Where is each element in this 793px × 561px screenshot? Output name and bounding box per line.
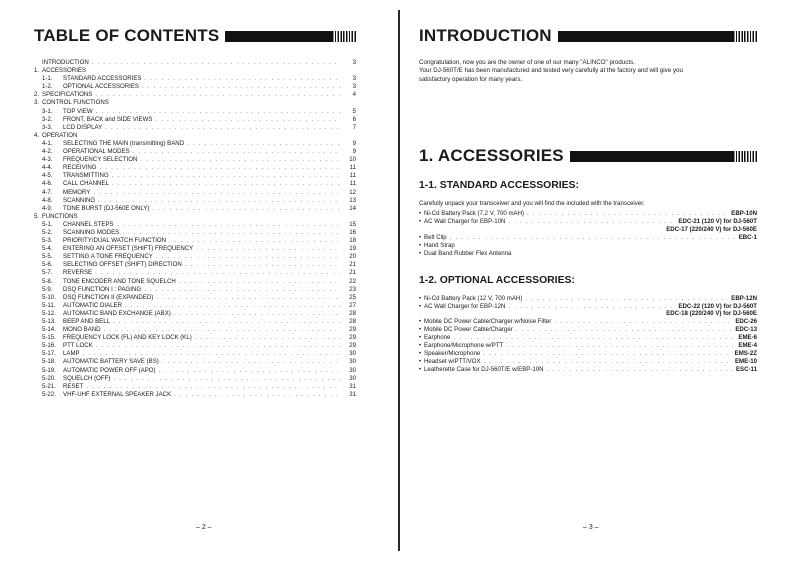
toc-entry-label: SCANNING MODES bbox=[63, 228, 120, 236]
toc-entry-page: 7 bbox=[352, 123, 356, 131]
toc-entry-label: FRONT, BACK and SIDE VIEWS bbox=[63, 115, 153, 123]
toc-entry-number: 5. bbox=[34, 212, 40, 220]
toc-entry-number: 5-21. bbox=[42, 382, 56, 390]
toc-leader-dots bbox=[144, 75, 341, 83]
accessory-code: EDC-21 (120 V) for DJ-560T bbox=[678, 218, 757, 226]
toc-entry-page: 9 bbox=[352, 139, 356, 147]
toc-entry-number: 5-1. bbox=[42, 220, 53, 228]
toc-entry-label: CALL CHANNEL bbox=[63, 180, 109, 188]
toc-leader-dots bbox=[125, 302, 341, 310]
toc-leader-dots bbox=[96, 108, 341, 116]
toc-entry-label: AUTOMATIC DIALER bbox=[63, 301, 123, 309]
accessory-label: Earphone/Microphone w/PTT bbox=[424, 342, 504, 350]
toc-entry bbox=[34, 237, 356, 245]
toc-leader-dots bbox=[144, 286, 341, 294]
toc-entry-page: 13 bbox=[349, 196, 356, 204]
leader-dots bbox=[527, 210, 728, 218]
toc-entry-label: FREQUENCY LOCK (FL) AND KEY LOCK (KL) bbox=[63, 334, 192, 342]
toc-entry-label: TOP VIEW bbox=[63, 107, 93, 115]
toc-entry-label: AUTOMATIC BAND EXCHANGE (ABX) bbox=[63, 309, 171, 317]
toc-entry-page: 30 bbox=[349, 374, 356, 382]
toc-leader-dots bbox=[92, 59, 341, 67]
accessory-code: EBP-12N bbox=[731, 294, 757, 302]
page-number-left: – 2 – bbox=[196, 524, 212, 531]
toc-entry bbox=[34, 99, 356, 107]
leader-dots bbox=[453, 334, 735, 342]
toc-entry-label: SPECIFICATIONS bbox=[42, 91, 93, 99]
toc-entry-label: ENTERING AN OFFSET (SHIFT) FREQUENCY bbox=[63, 245, 194, 253]
toc-entry-page: 3 bbox=[352, 83, 356, 91]
toc-entry-number: 5-14. bbox=[42, 326, 56, 334]
toc-entry-label: MONO BAND bbox=[63, 326, 101, 334]
toc-entry bbox=[34, 59, 356, 67]
toc-entry bbox=[34, 116, 356, 124]
toc-entry-page: 29 bbox=[349, 326, 356, 334]
page-number-right: – 3 – bbox=[583, 524, 599, 531]
bullet-icon: • bbox=[419, 241, 422, 249]
accessory-code: EME-4 bbox=[738, 342, 757, 350]
toc-entry bbox=[34, 108, 356, 116]
toc-entry-label: PRIORITY/DUAL WATCH FUNCTION bbox=[63, 237, 167, 245]
accessory-item bbox=[419, 303, 757, 311]
toc-entry bbox=[34, 140, 356, 148]
toc-leader-dots bbox=[156, 253, 341, 261]
toc-entry-label: FUNCTIONS bbox=[42, 212, 78, 220]
accessory-item bbox=[419, 366, 757, 374]
toc-entry-page: 31 bbox=[349, 390, 356, 398]
accessory-item bbox=[419, 326, 757, 334]
accessory-label: Dual Band Rubber Flex Antenna bbox=[424, 249, 512, 257]
leader-dots bbox=[525, 295, 728, 303]
bullet-icon: • bbox=[419, 210, 422, 218]
toc-entry-page: 23 bbox=[349, 285, 356, 293]
leader-dots bbox=[508, 218, 675, 226]
toc-entry-number: 5-13. bbox=[42, 318, 56, 325]
toc-entry bbox=[34, 132, 356, 140]
toc-entry-page: 18 bbox=[349, 237, 356, 245]
accessory-code-alt: EDC-17 (220/240 V) for DJ-560E bbox=[666, 226, 757, 234]
optional-accessories-title: 1-2. OPTIONAL ACCESSORIES: bbox=[419, 274, 575, 286]
accessory-item bbox=[419, 210, 757, 218]
toc-entry-label: REVERSE bbox=[63, 269, 93, 277]
toc-entry-page: 10 bbox=[349, 156, 356, 164]
toc-entry-number: 1. bbox=[34, 67, 40, 75]
toc-entry-label: BEEP AND BELL bbox=[63, 318, 110, 325]
accessory-code: EDC-26 bbox=[735, 318, 757, 326]
leader-dots bbox=[508, 303, 675, 311]
toc-entry-label: LCD DISPLAY bbox=[63, 123, 103, 131]
toc-entry-number: 2. bbox=[34, 91, 40, 99]
toc-entry-number: 5-11. bbox=[42, 301, 56, 309]
accessory-label: Earphone bbox=[424, 334, 451, 342]
toc-entry bbox=[34, 367, 356, 375]
toc-entry-page: 29 bbox=[349, 334, 356, 342]
accessory-label: AC Wall Charger for EBP-10N bbox=[424, 218, 506, 226]
accessory-label: Mobile DC Power Cable/Charger w/Noise Filter bbox=[424, 318, 552, 326]
toc-entry-page: 21 bbox=[349, 269, 356, 277]
toc-leader-dots bbox=[112, 180, 341, 188]
toc-entry-label: STANDARD ACCESSORIES bbox=[63, 75, 142, 83]
toc-leader-dots bbox=[169, 237, 341, 245]
optional-accessories-list bbox=[419, 295, 757, 374]
toc-entry-page: 29 bbox=[349, 342, 356, 350]
accessory-item bbox=[419, 242, 757, 250]
toc-entry-page: 19 bbox=[349, 245, 356, 253]
right-page bbox=[403, 0, 793, 561]
toc-leader-dots bbox=[174, 391, 341, 399]
toc-entry-number: 4-6. bbox=[42, 180, 53, 188]
toc-entry bbox=[34, 197, 356, 205]
toc-entry-label: TONE BURST (DJ-560E ONLY) bbox=[63, 204, 150, 212]
toc-entry bbox=[34, 221, 356, 229]
toc-entry-number: 4-5. bbox=[42, 172, 53, 180]
bullet-icon: • bbox=[419, 233, 422, 241]
accessory-item bbox=[419, 334, 757, 342]
bullet-icon: • bbox=[419, 318, 422, 326]
toc-entry-page: 25 bbox=[349, 293, 356, 301]
accessory-label: Ni-Cd Battery Pack (12 V, 700 mAH) bbox=[424, 294, 523, 302]
toc-entry bbox=[34, 391, 356, 399]
accessory-item bbox=[419, 250, 757, 258]
toc-entry-number: 4-9. bbox=[42, 204, 53, 212]
toc-entry-page: 15 bbox=[349, 220, 356, 228]
toc-leader-dots bbox=[93, 189, 341, 197]
toc-entry-number: 3. bbox=[34, 99, 40, 107]
accessory-item bbox=[419, 295, 757, 303]
accessory-label: Belt Clip bbox=[424, 233, 447, 241]
toc-entry bbox=[34, 180, 356, 188]
toc-leader-dots bbox=[83, 350, 341, 358]
toc-leader-dots bbox=[187, 140, 341, 148]
toc-leader-dots bbox=[86, 383, 341, 391]
toc-leader-dots bbox=[140, 156, 341, 164]
toc-entry-page: 12 bbox=[349, 188, 356, 196]
toc-entry-number: 5-17. bbox=[42, 350, 56, 358]
toc-entry-label: INTRODUCTION bbox=[42, 59, 89, 66]
toc-leader-dots bbox=[100, 164, 341, 172]
toc-entry-label: SETTING A TONE FREQUENCY bbox=[63, 253, 153, 261]
toc-leader-dots bbox=[113, 318, 341, 326]
bullet-icon: • bbox=[419, 365, 422, 373]
toc-entry bbox=[34, 205, 356, 213]
accessory-item bbox=[419, 234, 757, 242]
toc-entry-label: AUTOMATIC POWER OFF (APO) bbox=[63, 366, 156, 374]
toc-entry-page: 21 bbox=[349, 261, 356, 269]
heading-bar bbox=[570, 151, 757, 162]
toc-entry-number: 1-2. bbox=[42, 83, 53, 91]
toc-leader-dots bbox=[112, 172, 341, 180]
toc-leader-dots bbox=[152, 205, 341, 213]
toc-entry bbox=[34, 375, 356, 383]
toc-entry-page: 3 bbox=[352, 59, 356, 66]
toc-entry-page: 4 bbox=[352, 91, 356, 99]
toc-leader-dots bbox=[96, 342, 341, 350]
accessory-label: Mobile DC Power Cable/Charger bbox=[424, 326, 513, 334]
toc-leader-dots bbox=[142, 83, 341, 91]
toc-entry-number: 4-8. bbox=[42, 196, 53, 204]
toc-entry-page: 16 bbox=[349, 228, 356, 236]
toc-leader-dots bbox=[196, 245, 341, 253]
toc-title: TABLE OF CONTENTS bbox=[34, 26, 220, 45]
toc-entry bbox=[34, 148, 356, 156]
toc-entry-number: 1-1. bbox=[42, 75, 53, 83]
toc-leader-dots bbox=[155, 116, 341, 124]
intro-heading bbox=[419, 26, 757, 46]
bullet-icon: • bbox=[419, 350, 422, 357]
accessory-code: EMS-2Z bbox=[734, 350, 757, 357]
toc-entry bbox=[34, 172, 356, 180]
toc-entry-number: 5-5. bbox=[42, 253, 53, 261]
toc-entry bbox=[34, 261, 356, 269]
toc-entry bbox=[34, 342, 356, 350]
toc-entry-label: SQUELCH (OFF) bbox=[63, 374, 111, 382]
toc-entry bbox=[34, 269, 356, 277]
leader-dots bbox=[506, 342, 735, 350]
leader-dots bbox=[547, 366, 733, 374]
toc-entry-page: 14 bbox=[349, 204, 356, 212]
toc-entry-page: 30 bbox=[349, 358, 356, 366]
toc-leader-dots bbox=[174, 310, 341, 318]
toc-entry-page: 11 bbox=[349, 164, 356, 172]
toc-entry-label: SCANNING bbox=[63, 196, 96, 204]
left-page bbox=[0, 0, 396, 561]
accessory-code: EDC-22 (120 V) for DJ-560T bbox=[678, 302, 757, 310]
toc-entry-label: LAMP bbox=[63, 350, 80, 358]
bullet-icon: • bbox=[419, 334, 422, 342]
toc-entry bbox=[34, 67, 356, 75]
bullet-icon: • bbox=[419, 326, 422, 334]
toc-leader-dots bbox=[185, 261, 341, 269]
toc-entry-label: DSQ FUNCTION II (EXPANDED) bbox=[63, 293, 154, 301]
intro-title: INTRODUCTION bbox=[419, 26, 552, 45]
toc-entry-page: 5 bbox=[352, 107, 356, 115]
accessory-code-alt: EDC-18 (220/240 V) for DJ-560E bbox=[666, 310, 757, 318]
toc-entry bbox=[34, 124, 356, 132]
accessory-item bbox=[419, 218, 757, 226]
bullet-icon: • bbox=[419, 294, 422, 302]
toc-entry-number: 5-19. bbox=[42, 366, 56, 374]
bullet-icon: • bbox=[419, 249, 422, 257]
accessory-code: EBC-1 bbox=[738, 233, 757, 241]
accessory-label: Ni-Cd Battery Pack (7.2 V, 700 mAH) bbox=[424, 210, 525, 218]
toc-entry-number: 4. bbox=[34, 131, 40, 139]
toc-entry bbox=[34, 334, 356, 342]
toc-entry-label: MEMORY bbox=[63, 188, 91, 196]
toc-entry-number: 4-3. bbox=[42, 156, 53, 164]
toc-entry-page: 9 bbox=[352, 148, 356, 156]
toc-entry-label: TRANSMITTING bbox=[63, 172, 109, 180]
leader-dots bbox=[516, 326, 733, 334]
toc-entry-label: SELECTING THE MAIN (transmitting) BAND bbox=[63, 139, 185, 147]
accessory-code: EDC-13 bbox=[735, 326, 757, 334]
intro-paragraph bbox=[419, 59, 757, 84]
toc-entry-page: 11 bbox=[349, 172, 356, 180]
toc-entry-page: 22 bbox=[349, 277, 356, 285]
toc-entry bbox=[34, 245, 356, 253]
toc-entry-page: 30 bbox=[349, 366, 356, 374]
bullet-icon: • bbox=[419, 218, 422, 226]
toc-entry-label: PTT LOCK bbox=[63, 342, 93, 350]
toc-leader-dots bbox=[179, 278, 341, 286]
intro-line: Your DJ-560T/E has been manufactured and tested very carefully at the factory and will give you bbox=[419, 67, 683, 75]
toc-entry-number: 5-8. bbox=[42, 277, 53, 285]
accessories-heading bbox=[419, 146, 757, 166]
toc-entry-number: 5-10. bbox=[42, 293, 56, 301]
standard-accessories-list bbox=[419, 210, 757, 257]
toc-entry-label: CONTROL FUNCTIONS bbox=[42, 99, 109, 107]
toc-entry-label: TONE ENCODER AND TONE SQUELCH bbox=[63, 277, 176, 285]
toc-entry bbox=[34, 286, 356, 294]
toc-leader-dots bbox=[95, 269, 341, 277]
toc-entry bbox=[34, 302, 356, 310]
standard-intro: Carefully unpack your transceiver and you will find the included with the transceiver. bbox=[419, 200, 645, 208]
toc-entry-page: 31 bbox=[349, 382, 356, 390]
toc-entry-page: 30 bbox=[349, 350, 356, 358]
accessory-code: EME-6 bbox=[738, 334, 757, 342]
toc-entry-number: 3-3. bbox=[42, 123, 53, 131]
toc-entry bbox=[34, 83, 356, 91]
intro-line: Congratulation, now you are the owner of one of our many "ALINCO" products. bbox=[419, 59, 635, 66]
toc-entry bbox=[34, 278, 356, 286]
bullet-icon: • bbox=[419, 342, 422, 350]
toc-entry-number: 5-4. bbox=[42, 245, 53, 253]
leader-dots bbox=[484, 358, 732, 366]
toc-entry-number: 5-20. bbox=[42, 374, 56, 382]
toc-entry-number: 5-2. bbox=[42, 228, 53, 236]
toc-entry-page: 11 bbox=[349, 180, 356, 188]
accessory-code: EME-10 bbox=[734, 357, 757, 365]
toc-entry bbox=[34, 229, 356, 237]
toc-leader-dots bbox=[113, 375, 341, 383]
toc-leader-dots bbox=[162, 358, 341, 366]
toc-entry-number: 5-15. bbox=[42, 334, 56, 342]
toc-entry-page: 6 bbox=[352, 115, 356, 123]
toc-leader-dots bbox=[98, 197, 341, 205]
toc-entry bbox=[34, 383, 356, 391]
toc-entry-number: 3-2. bbox=[42, 115, 53, 123]
toc-entry-label: OPERATIONAL MODES bbox=[63, 148, 130, 156]
toc-entry-number: 4-4. bbox=[42, 164, 53, 172]
toc-entry-page: 28 bbox=[349, 318, 356, 325]
accessory-label: Speaker/Microphone bbox=[424, 350, 481, 357]
toc-leader-dots bbox=[156, 294, 341, 302]
toc-entry bbox=[34, 75, 356, 83]
heading-bar bbox=[558, 31, 757, 42]
toc-entry-number: 5-6. bbox=[42, 261, 53, 269]
toc-leader-dots bbox=[195, 334, 341, 342]
toc-leader-dots bbox=[117, 221, 341, 229]
toc-entry bbox=[34, 91, 356, 99]
toc-entry bbox=[34, 326, 356, 334]
toc-entry bbox=[34, 358, 356, 366]
leader-dots bbox=[450, 234, 736, 242]
heading-bar bbox=[225, 31, 356, 42]
bullet-icon: • bbox=[419, 357, 422, 365]
accessory-code: ESC-11 bbox=[735, 365, 757, 373]
toc-entry bbox=[34, 189, 356, 197]
toc-entry-label: VHF-UHF EXTERNAL SPEAKER JACK bbox=[63, 390, 172, 398]
accessory-label: Leatherette Case for DJ-560T/E w/EBP-10N bbox=[424, 365, 544, 373]
toc-entry-number: 5-7. bbox=[42, 269, 53, 277]
toc-entry-number: 4-1. bbox=[42, 139, 53, 147]
toc-leader-dots bbox=[104, 326, 341, 334]
toc-entry-page: 3 bbox=[352, 75, 356, 83]
intro-line: satisfactory operation for many years. bbox=[419, 75, 523, 83]
toc-entry-number: 5-3. bbox=[42, 237, 53, 245]
bullet-icon: • bbox=[419, 302, 422, 310]
toc-entry-number: 4-2. bbox=[42, 148, 53, 156]
accessory-label: AC Wall Charger for EBP-12N bbox=[424, 302, 506, 310]
toc-leader-dots bbox=[133, 148, 341, 156]
toc-entry-number: 5-16. bbox=[42, 342, 56, 350]
toc-leader-dots bbox=[159, 367, 341, 375]
toc-entry-page: 28 bbox=[349, 309, 356, 317]
standard-accessories-title: 1-1. STANDARD ACCESSORIES: bbox=[419, 180, 579, 192]
toc-entry-number: 3-1. bbox=[42, 107, 53, 115]
toc-entry bbox=[34, 213, 356, 221]
accessory-item bbox=[419, 358, 757, 366]
toc-leader-dots bbox=[122, 229, 341, 237]
toc-entry-label: ACCESSORIES bbox=[42, 67, 87, 75]
accessory-label: Hand Strap bbox=[424, 241, 455, 249]
toc-entry-label: DSQ FUNCTION I : PAGING bbox=[63, 285, 142, 293]
toc-entry bbox=[34, 350, 356, 358]
toc-entry-number: 5-22. bbox=[42, 390, 56, 398]
toc-entry bbox=[34, 310, 356, 318]
toc-entry-label: CHANNEL STEPS bbox=[63, 220, 114, 228]
toc-entry-label: SELECTING OFFSET (SHIFT) DIRECTION bbox=[63, 261, 182, 269]
accessory-label: Headset w/PTT/VOX bbox=[424, 357, 481, 365]
accessory-code: EBP-10N bbox=[731, 210, 757, 218]
toc-entry bbox=[34, 294, 356, 302]
page-divider bbox=[398, 10, 400, 551]
toc-entry bbox=[34, 156, 356, 164]
toc-entry-label: OPTIONAL ACCESSORIES bbox=[63, 83, 139, 91]
toc-list bbox=[34, 59, 356, 399]
toc-entry-number: 5-9. bbox=[42, 285, 53, 293]
accessory-item bbox=[419, 342, 757, 350]
toc-heading bbox=[34, 26, 356, 46]
toc-entry-label: FREQUENCY SELECTION bbox=[63, 156, 138, 164]
toc-entry bbox=[34, 318, 356, 326]
toc-leader-dots bbox=[95, 91, 341, 99]
toc-entry-page: 20 bbox=[349, 253, 356, 261]
toc-entry-number: 5-18. bbox=[42, 358, 56, 366]
toc-entry bbox=[34, 164, 356, 172]
toc-entry-label: RESET bbox=[63, 382, 84, 390]
toc-leader-dots bbox=[105, 124, 341, 132]
toc-entry-number: 4-7. bbox=[42, 188, 53, 196]
toc-entry-page: 27 bbox=[349, 301, 356, 309]
toc-entry-label: AUTOMATIC BATTERY SAVE (BS) bbox=[63, 358, 159, 366]
toc-entry bbox=[34, 253, 356, 261]
accessory-item bbox=[419, 318, 757, 326]
accessory-item bbox=[419, 350, 757, 358]
toc-entry-label: RECEIVING bbox=[63, 164, 97, 172]
accessories-title: 1. ACCESSORIES bbox=[419, 146, 564, 166]
leader-dots bbox=[483, 350, 731, 358]
toc-entry-number: 5-12. bbox=[42, 309, 56, 317]
toc-entry-label: OPERATION bbox=[42, 131, 78, 139]
leader-dots bbox=[554, 318, 732, 326]
